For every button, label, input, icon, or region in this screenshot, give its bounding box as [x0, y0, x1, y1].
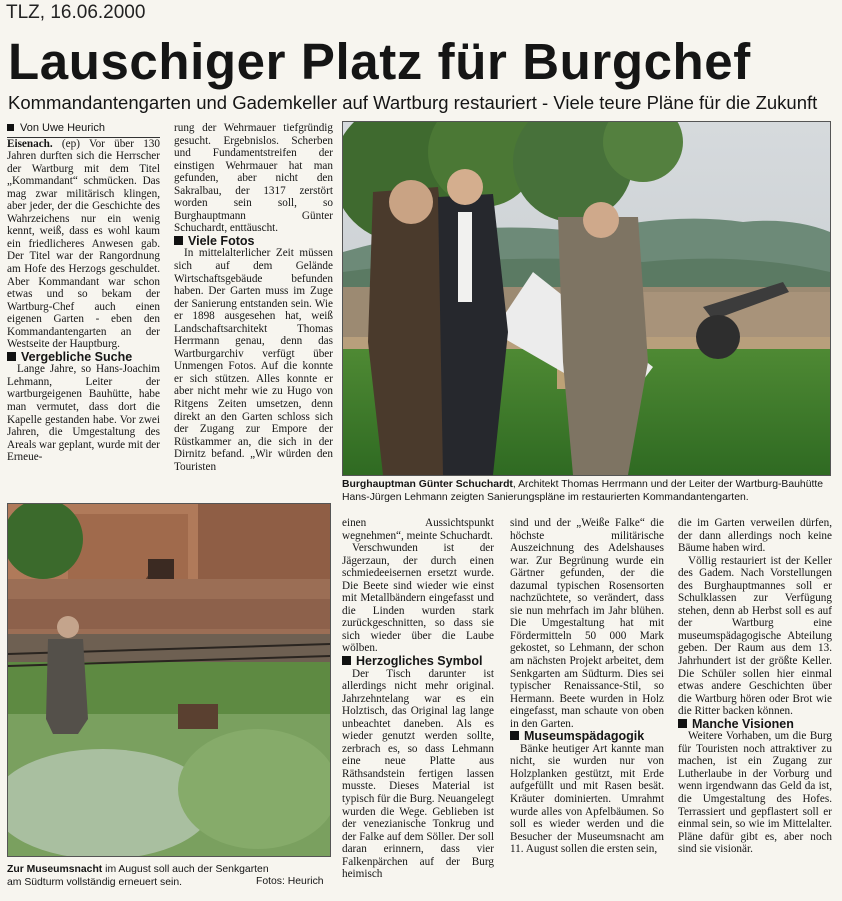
subheading-text: Museumspädagogik [524, 729, 645, 744]
subheading-vergebliche-suche [7, 351, 160, 364]
paragraph: einen Aussichtspunkt wegnehmen“, meinte Schuchardt. [342, 517, 494, 542]
caption-text: , Architekt Thomas Herrmann und der Leiter der Wartburg-Bauhütte Hans-Jürgen Lehmann zeigten Sanierungspläne im restaurierten Kommandantengarten. [342, 479, 824, 503]
subheadline: Kommandantengarten und Gademkeller auf Wartburg restauriert - Viele teure Pläne für die Zukunft [8, 92, 818, 113]
subheading-manche-visionen [678, 718, 832, 731]
paragraph: die im Garten verweilen dürfen, der dann allerdings noch keine Bäume haben wird. [678, 517, 832, 555]
photo-senkgarten [7, 503, 331, 857]
column-1 [7, 122, 160, 500]
lead-text: (ep) Vor über 130 Jahren durften sich die Herrscher der Wartburg mit dem Titel „Kommandant“ schmücken. Das mag zwar militärisch klingen, aber jeder, der die Geschichte des Wahrzeichens nur ein wenig kennt, weiß, dass es wohl kaum ein friedlicheres Anwesen gab. Der Titel war der Rangordnung am Hofe des Herzogs geschuldet. Aber Kommandant war schon etwas und so bekam der Wartburg-Chef auch einen eigenen Garten - eben den Kommandantengarten an der Westseite der Hauptburg. [7, 137, 160, 351]
subheading-herzogliches-symbol [342, 655, 494, 668]
photo-caption-bottom [7, 864, 277, 889]
column-2 [174, 122, 333, 500]
photo-image [8, 504, 330, 856]
paragraph: Lange Jahre, so Hans-Joachim Lehmann, Leiter der wartburgeigenen Bauhütte, habe man vermutet, dass dort die Kapelle gestanden habe. Vor zwei Jahren, die Umgestaltung des Areals war geplant, wurde mit der Erneue- [7, 363, 160, 464]
lead-paragraph [7, 138, 160, 351]
dateline: TLZ, 16.06.2000 [6, 2, 146, 23]
column-5 [678, 517, 832, 897]
byline-text: Von Uwe Heurich [20, 122, 105, 134]
paragraph: In mittelalterlicher Zeit müssen sich auf dem Gelände Wirtschaftsgebäude befunden haben. Der Garten muss im Zuge der Sanierung entstanden sein. Wie er 1898 ausgesehen hat, weiß Landschaftsarchitekt Thomas Herrmann genau, denn das Wartburgarchiv verfügt über Unmengen Fotos. Auf die konnte er sich stützen. Alles konnte er aber nicht mehr wie zu Hugo von Ritgens Zeiten umsetzen, denn direkt an den Garten schloss sich der Zugang zur Empore der Rüstkammer an, die sich in der Dirnitz befand. „Wir würden den Touristen [174, 247, 333, 473]
paragraph: sind und der „Weiße Falke“ die höchste militärische Auszeichnung des Adelshauses war. Zur Begrünung wurde ein Gärtner gefunden, der die dazumal typischen Rosensorten nachzüchtete, so verändert, dass sie nun mehrfach im Jahr blühen. Die Umgestaltung hat mit Fördermitteln 50 000 Mark gekostet, so Lehmann, der schon am nächsten Projekt arbeitet, dem Senkgarten am Südturm. Dies sei typischer Renaissance-Stil, so Hermann. Beete wurden in Holz eingefasst, man schaute von oben in den Garten. [510, 517, 664, 730]
photo-credit: Fotos: Heurich [256, 876, 324, 887]
paragraph: Verschwunden ist der Jägerzaun, der durch einen schmiedeeisernen ersetzt wurde. Die Beete sind wieder wie einst mit Metallbändern eingefasst und die Linden wurden stark zurückgeschnitten, so dass sie sich wieder über die Laube wölben. [342, 542, 494, 655]
paragraph: Völlig restauriert ist der Keller des Gadem. Nach Vorstellungen des Burghauptmannes soll er Schulklassen zur Verfügung stehen, denn ab Herbst soll es auf der Wartburg eine museumspädagogische Abteilung geben. Der Raum aus dem 13. Jahrhundert ist der größte Keller. Die Schüler sollen hier einmal etwas andere Geschichten über die Wartburg hören oder Brot wie die Ritter backen können. [678, 554, 832, 718]
photo-image [343, 122, 830, 475]
column-3 [342, 517, 494, 897]
byline [7, 122, 160, 138]
square-bullet-icon [510, 731, 519, 740]
paragraph: Der Tisch darunter ist allerdings nicht mehr original. Jahrzehntelang war es ein Holztisch, das Original lag lange unbeachtet daneben. Als es wieder genutzt werden sollte, zerbrach es, so dass Lehmann eine neue Platte aus Räthsandstein fertigen lassen musste. Dieses Material ist typisch für die Burg. Neuangelegt wurden die Wege. Geblieben ist der venezianische Tonkrug und der Falke auf dem Söller. Der soll daran erinnern, dass vier Falkenpärchen auf der Burg heimisch [342, 667, 494, 881]
caption-bold: Zur Museumsnacht [7, 864, 103, 875]
column-4 [510, 517, 664, 897]
headline: Lauschiger Platz für Burgchef [8, 33, 751, 90]
subheading-text: Vergebliche Suche [21, 349, 133, 364]
subheading-text: Herzogliches Symbol [356, 654, 483, 669]
photo-caption-top [342, 479, 832, 504]
square-bullet-icon [174, 236, 183, 245]
paragraph: Bänke heutiger Art kannte man nicht, sie wurden nur von Holzplanken gestützt, mit Erde aufgefüllt und mit Rasen besät. Kräuter dominierten. Umrahmt wurde alles von Apfelbäumen. So soll es wieder werden und die Besucher der Museumsnacht am 11. August sollen die ersten sein, [510, 742, 664, 856]
subheading-viele-fotos [174, 235, 333, 248]
subheading-museumspaedagogik [510, 730, 664, 743]
caption-text: im August soll auch der Senkgarten am Südturm vollständig erneuert sein. [7, 864, 269, 888]
paragraph: Weitere Vorhaben, um die Burg für Touristen noch attraktiver zu machen, ist ein Zugang zur Lutherlaube in der Vorburg und wenn irgendwann das Geld da ist, die Umgestaltung des Hofes. Terrassiert und gepflastert soll er einmal sein, so wie im Mittelalter. Pläne dafür gibt es, aber noch sind sie visionär. [678, 730, 832, 856]
subheading-text: Viele Fotos [188, 233, 255, 248]
photo-kommandantengarten [342, 121, 831, 476]
subheading-text: Manche Visionen [692, 716, 794, 731]
square-bullet-icon [678, 719, 687, 728]
square-bullet-icon [7, 352, 16, 361]
paragraph: rung der Wehrmauer tiefgründig gesucht. Ergebnislos. Scherben und Fundamentstreifen der einstigen Wehrmauer hat man gefunden, aber nicht den Sakralbau, der 1317 zerstört worden sein soll, so Burghauptmann Günter Schuchardt, enttäuscht. [174, 122, 333, 235]
caption-bold: Burghauptman Günter Schuchardt [342, 479, 513, 490]
square-bullet-icon [342, 656, 351, 665]
location: Eisenach. [7, 137, 53, 150]
square-bullet-icon [7, 124, 14, 131]
